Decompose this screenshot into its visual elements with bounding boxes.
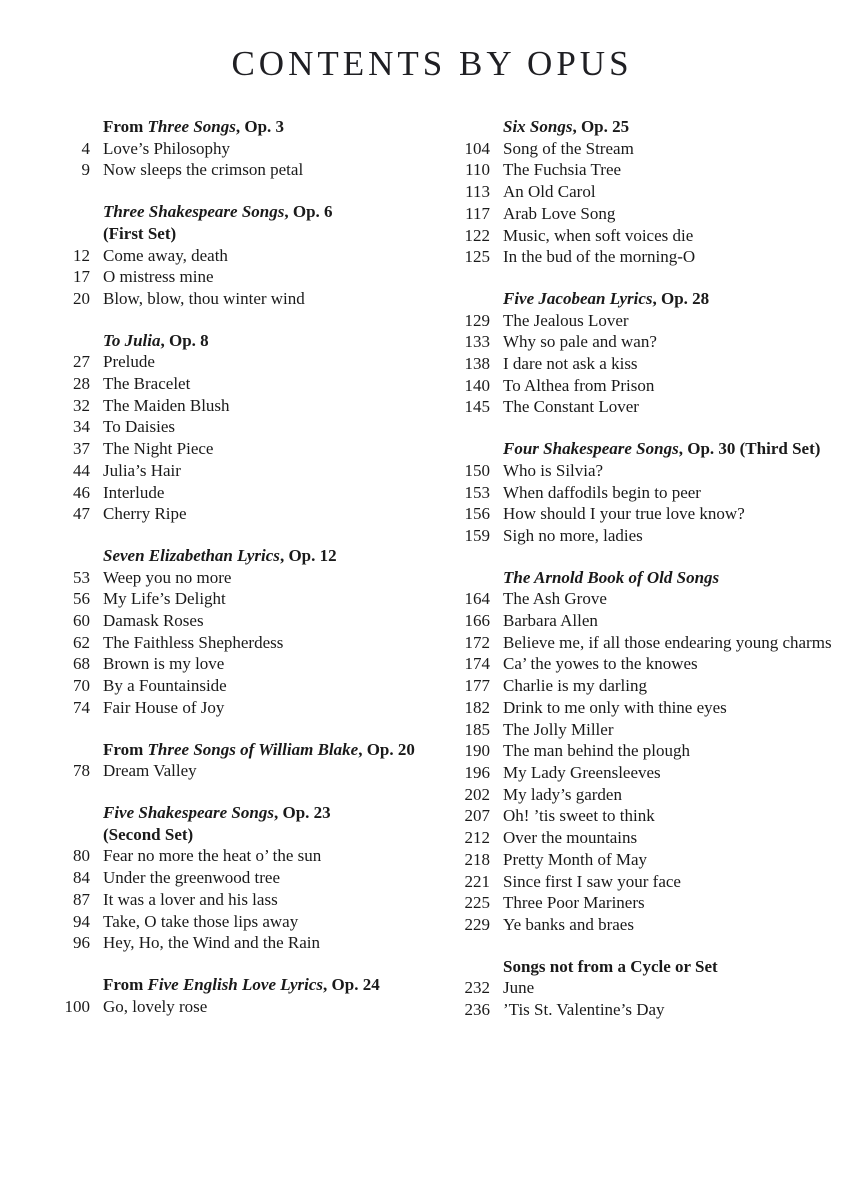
entry-page-number: 145: [464, 397, 490, 417]
section-heading: [440, 956, 864, 978]
entry-page-number: 117: [465, 203, 490, 223]
entry-page-number: 74: [73, 697, 90, 717]
entry-song-title: Weep you no more: [103, 567, 232, 587]
toc-section: [40, 545, 440, 719]
toc-entry: [440, 999, 864, 1021]
toc-entry: [440, 353, 864, 375]
toc-entry: [40, 395, 440, 417]
toc-entry: [40, 567, 440, 589]
toc-entry: [40, 588, 440, 610]
toc-entry: [40, 245, 440, 267]
toc-column-1: [40, 116, 440, 1017]
toc-entry: [440, 225, 864, 247]
toc-section: [440, 438, 864, 547]
section-heading: [40, 201, 440, 223]
entry-page-number: 129: [464, 310, 490, 330]
toc-section: [40, 802, 440, 954]
toc-entry: [440, 610, 864, 632]
entry-page-number: 113: [465, 182, 490, 202]
toc-entry: [40, 438, 440, 460]
entry-page-number: 150: [464, 460, 490, 480]
entry-page-number: 156: [464, 504, 490, 524]
heading-run: Three Songs: [147, 117, 236, 136]
entry-song-title: Dream Valley: [103, 761, 197, 781]
entry-song-title: Charlie is my darling: [503, 676, 648, 696]
toc-entry: [440, 805, 864, 827]
entry-song-title: The Faithless Shepherdess: [103, 632, 284, 652]
entry-song-title: Take, O take those lips away: [103, 911, 299, 931]
entry-song-title: Julia’s Hair: [103, 460, 181, 480]
entry-song-title: June: [503, 978, 535, 998]
entry-page-number: 153: [464, 482, 490, 502]
toc-entry: [440, 181, 864, 203]
toc-entry: [440, 331, 864, 353]
entry-song-title: Drink to me only with thine eyes: [503, 697, 727, 717]
entry-page-number: 196: [464, 762, 490, 782]
entry-song-title: ’Tis St. Valentine’s Day: [503, 1000, 665, 1020]
heading-run: To Julia: [103, 330, 161, 350]
entry-page-number: 4: [81, 138, 90, 158]
heading-run: Five Shakespeare Songs: [103, 802, 274, 822]
toc-entry: [440, 977, 864, 999]
heading-run: , Op. 23: [273, 802, 331, 822]
entry-page-number: 68: [73, 654, 90, 674]
entry-song-title: Sigh no more, ladies: [503, 525, 643, 545]
entry-song-title: Love’s Philosophy: [103, 138, 231, 158]
toc-entry: [440, 675, 864, 697]
entry-page-number: 62: [73, 632, 90, 652]
entry-page-number: 96: [73, 933, 90, 953]
toc-entry: [40, 351, 440, 373]
entry-song-title: How should I your true love know?: [503, 504, 745, 524]
entry-song-title: The Ash Grove: [503, 589, 607, 609]
entry-page-number: 133: [464, 332, 490, 352]
entry-song-title: The Jealous Lover: [503, 310, 629, 330]
section-heading: [440, 438, 864, 460]
heading-run: Five Jacobean Lyrics: [503, 288, 653, 308]
toc-entry: [440, 460, 864, 482]
entry-song-title: The man behind the plough: [503, 741, 690, 761]
section-heading: [40, 802, 440, 824]
entry-song-title: Barbara Allen: [503, 611, 598, 631]
toc-section: [40, 330, 440, 525]
entry-page-number: 172: [464, 632, 490, 652]
section-heading: [40, 545, 440, 567]
entry-page-number: 125: [464, 247, 490, 267]
heading-run: , Op. 30 (Third Set): [678, 439, 821, 459]
entry-page-number: 221: [464, 871, 490, 891]
toc-entry: [440, 525, 864, 547]
entry-song-title: Interlude: [103, 482, 165, 502]
section-heading: [40, 116, 440, 138]
heading-run: , Op. 28: [652, 288, 710, 308]
toc-entry: [440, 849, 864, 871]
toc-section: [440, 116, 864, 268]
entry-song-title: To Daisies: [103, 417, 175, 437]
heading-run: Five English Love Lyrics: [147, 974, 324, 994]
section-heading: [440, 567, 864, 589]
heading-run: , Op. 24: [323, 974, 380, 994]
toc-entry: [40, 867, 440, 889]
section-heading: [40, 330, 440, 352]
toc-entry: [440, 892, 864, 914]
heading-run: From: [103, 117, 148, 136]
toc-entry: [40, 932, 440, 954]
entry-page-number: 159: [464, 525, 490, 545]
toc-section: [40, 739, 440, 782]
entry-song-title: Why so pale and wan?: [503, 332, 657, 352]
heading-run: Four Shakespeare Songs: [503, 439, 679, 459]
entry-song-title: Three Poor Mariners: [503, 893, 645, 913]
entry-song-title: Come away, death: [103, 245, 228, 265]
entry-page-number: 84: [73, 868, 90, 888]
entry-song-title: The Bracelet: [103, 374, 191, 394]
entry-page-number: 174: [464, 654, 490, 674]
entry-song-title: Pretty Month of May: [503, 849, 648, 869]
toc-entry: [440, 375, 864, 397]
toc-entry: [40, 416, 440, 438]
heading-run: , Op. 25: [572, 117, 630, 136]
entry-song-title: Oh! ’tis sweet to think: [503, 806, 655, 826]
entry-song-title: The Constant Lover: [503, 397, 639, 417]
entry-page-number: 12: [73, 245, 90, 265]
heading-run: , Op. 12: [279, 545, 337, 565]
toc-section: [40, 116, 440, 181]
toc-entry: [440, 588, 864, 610]
entry-song-title: To Althea from Prison: [503, 375, 655, 395]
toc-entry: [440, 159, 864, 181]
toc-entry: [40, 138, 440, 160]
entry-page-number: 110: [465, 160, 490, 180]
toc-section: [440, 956, 864, 1021]
entry-song-title: Damask Roses: [103, 611, 204, 631]
entry-page-number: 46: [73, 482, 90, 502]
heading-run: Three Songs of William Blake: [147, 739, 359, 759]
entry-page-number: 47: [73, 504, 90, 524]
toc-entry: [40, 697, 440, 719]
toc-column-2: [440, 116, 864, 1021]
section-heading: [440, 116, 864, 138]
toc-columns: [0, 84, 864, 1021]
toc-entry: [440, 503, 864, 525]
toc-entry: [40, 266, 440, 288]
toc-section: [440, 288, 864, 418]
toc-entry: [440, 719, 864, 741]
entry-page-number: 182: [464, 697, 490, 717]
entry-page-number: 53: [73, 567, 90, 587]
entry-song-title: When daffodils begin to peer: [503, 482, 701, 502]
entry-page-number: 44: [73, 460, 90, 480]
entry-song-title: Hey, Ho, the Wind and the Rain: [103, 933, 320, 953]
heading-run: , Op. 6: [284, 202, 333, 222]
entry-song-title: Song of the Stream: [503, 138, 634, 158]
toc-section: [440, 567, 864, 936]
entry-song-title: By a Fountainside: [103, 676, 227, 696]
heading-run: The Arnold Book of Old Songs: [503, 567, 720, 587]
entry-page-number: 185: [464, 719, 490, 739]
toc-entry: [440, 482, 864, 504]
toc-entry: [440, 762, 864, 784]
entry-page-number: 225: [464, 893, 490, 913]
entry-page-number: 166: [464, 611, 490, 631]
entry-song-title: In the bud of the morning-O: [503, 247, 696, 267]
toc-entry: [40, 760, 440, 782]
entry-song-title: My Life’s Delight: [103, 589, 226, 609]
toc-entry: [440, 871, 864, 893]
toc-entry: [40, 845, 440, 867]
entry-page-number: 140: [464, 375, 490, 395]
entry-song-title: O mistress mine: [103, 267, 214, 287]
entry-page-number: 122: [464, 225, 490, 245]
entry-song-title: My Lady Greensleeves: [503, 762, 661, 782]
entry-page-number: 78: [73, 761, 90, 781]
toc-entry: [440, 246, 864, 268]
entry-page-number: 104: [464, 138, 490, 158]
entry-song-title: The Jolly Miller: [503, 719, 614, 739]
entry-song-title: The Maiden Blush: [103, 395, 230, 415]
toc-entry: [440, 740, 864, 762]
entry-song-title: Since first I saw your face: [503, 871, 681, 891]
heading-run: Six Songs: [503, 117, 573, 136]
entry-page-number: 34: [73, 417, 90, 437]
entry-page-number: 9: [81, 160, 90, 180]
toc-entry: [40, 996, 440, 1018]
entry-page-number: 94: [73, 911, 90, 931]
entry-page-number: 20: [73, 288, 90, 308]
toc-entry: [440, 827, 864, 849]
toc-entry: [440, 697, 864, 719]
entry-page-number: 212: [464, 828, 490, 848]
toc-entry: [440, 310, 864, 332]
toc-entry: [440, 138, 864, 160]
entry-page-number: 232: [464, 978, 490, 998]
section-heading: [40, 739, 440, 761]
entry-song-title: Prelude: [103, 352, 155, 372]
toc-entry: [440, 396, 864, 418]
entry-page-number: 236: [464, 1000, 490, 1020]
entry-song-title: It was a lover and his lass: [103, 889, 278, 909]
entry-song-title: Cherry Ripe: [103, 504, 187, 524]
toc-entry: [440, 653, 864, 675]
entry-song-title: Blow, blow, thou winter wind: [103, 288, 305, 308]
section-heading: [440, 288, 864, 310]
entry-song-title: Ye banks and braes: [503, 914, 634, 934]
heading-run: Three Shakespeare Songs: [103, 202, 285, 222]
section-subheading: (Second Set): [103, 824, 194, 844]
entry-page-number: 202: [464, 784, 490, 804]
toc-entry: [40, 653, 440, 675]
entry-page-number: 190: [464, 741, 490, 761]
entry-song-title: The Fuchsia Tree: [503, 160, 622, 180]
entry-page-number: 177: [464, 676, 490, 696]
entry-song-title: Believe me, if all those endearing young charms: [503, 632, 832, 652]
toc-entry: [440, 784, 864, 806]
entry-page-number: 218: [464, 849, 490, 869]
entry-page-number: 229: [464, 914, 490, 934]
toc-entry: [40, 482, 440, 504]
entry-page-number: 100: [64, 996, 90, 1016]
entry-song-title: Fear no more the heat o’ the sun: [103, 846, 322, 866]
heading-run: , Op. 3: [235, 117, 285, 136]
page-title: CONTENTS BY OPUS: [231, 44, 633, 83]
toc-entry: [40, 159, 440, 181]
entry-song-title: Under the greenwood tree: [103, 868, 281, 888]
entry-page-number: 80: [73, 846, 90, 866]
heading-run: From: [103, 739, 148, 759]
toc-entry: [40, 373, 440, 395]
entry-page-number: 164: [464, 589, 490, 609]
heading-run: Songs not from a Cycle or Set: [503, 956, 718, 976]
toc-entry: [40, 911, 440, 933]
entry-song-title: I dare not ask a kiss: [503, 354, 638, 374]
entry-song-title: Brown is my love: [103, 654, 225, 674]
entry-song-title: Now sleeps the crimson petal: [103, 160, 304, 180]
entry-page-number: 32: [73, 395, 90, 415]
heading-run: From: [103, 974, 148, 994]
entry-page-number: 60: [73, 611, 90, 631]
entry-song-title: Music, when soft voices die: [503, 225, 694, 245]
toc-entry: [440, 914, 864, 936]
entry-page-number: 37: [73, 439, 90, 459]
toc-entry: [40, 632, 440, 654]
entry-page-number: 28: [73, 374, 90, 394]
section-heading: [40, 974, 440, 996]
entry-page-number: 87: [73, 889, 90, 909]
entry-page-number: 138: [464, 354, 490, 374]
entry-song-title: Who is Silvia?: [503, 460, 604, 480]
toc-entry: [40, 610, 440, 632]
entry-page-number: 70: [73, 676, 90, 696]
toc-entry: [40, 675, 440, 697]
toc-entry: [440, 632, 864, 654]
entry-song-title: Ca’ the yowes to the knowes: [503, 654, 698, 674]
entry-song-title: Arab Love Song: [503, 203, 616, 223]
entry-page-number: 207: [464, 806, 490, 826]
entry-page-number: 17: [73, 267, 90, 287]
heading-run: , Op. 20: [358, 739, 415, 759]
heading-run: , Op. 8: [160, 330, 209, 350]
entry-song-title: Go, lovely rose: [103, 996, 208, 1016]
toc-entry: [40, 288, 440, 310]
entry-song-title: The Night Piece: [103, 439, 214, 459]
contents-page: [0, 44, 864, 1021]
toc-entry: [40, 503, 440, 525]
toc-entry: [40, 889, 440, 911]
toc-section: [40, 201, 440, 310]
entry-song-title: Fair House of Joy: [103, 697, 225, 717]
entry-song-title: My lady’s garden: [503, 784, 622, 804]
heading-run: Seven Elizabethan Lyrics: [103, 545, 280, 565]
toc-entry: [40, 460, 440, 482]
entry-page-number: 27: [73, 352, 90, 372]
toc-section: [40, 974, 440, 1017]
section-subheading: (First Set): [103, 223, 177, 243]
entry-song-title: Over the mountains: [503, 828, 638, 848]
toc-entry: [440, 203, 864, 225]
entry-song-title: An Old Carol: [503, 182, 596, 202]
entry-page-number: 56: [73, 589, 90, 609]
